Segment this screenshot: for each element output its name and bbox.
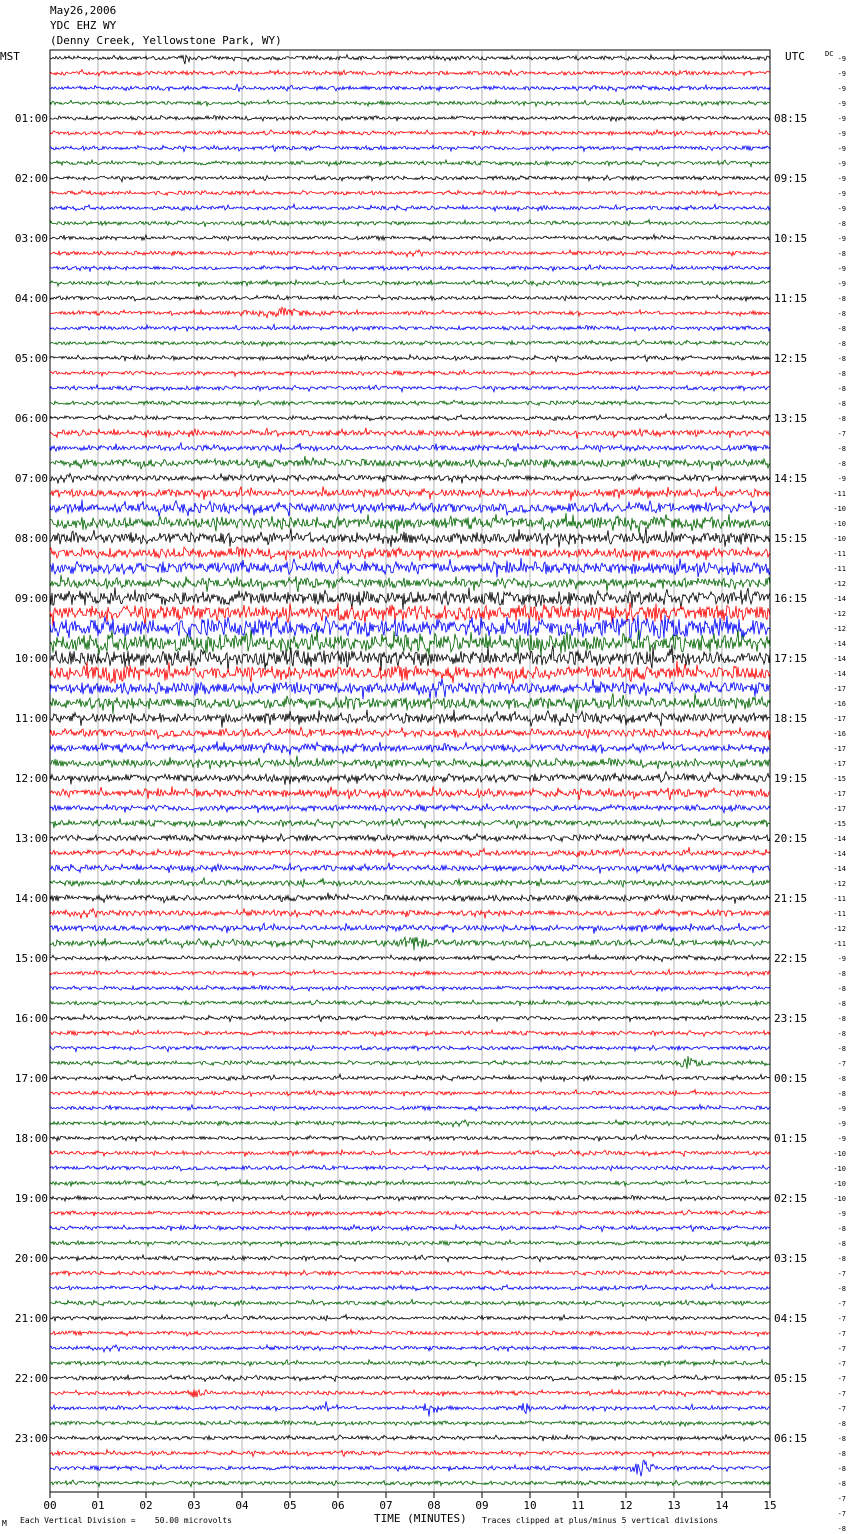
dc-offset-label: -9 bbox=[837, 265, 846, 273]
dc-offset-label: -17 bbox=[833, 745, 846, 753]
dc-offset-label: -8 bbox=[837, 1255, 846, 1263]
trace-line bbox=[50, 70, 770, 76]
station-location: (Denny Creek, Yellowstone Park, WY) bbox=[50, 34, 282, 47]
dc-offset-label: -8 bbox=[837, 325, 846, 333]
dc-offset-label: -10 bbox=[833, 1165, 846, 1173]
trace-line bbox=[50, 385, 770, 392]
dc-offset-label: -9 bbox=[837, 100, 846, 108]
utc-hour-label: 05:15 bbox=[774, 1372, 808, 1385]
trace-line bbox=[50, 324, 770, 331]
dc-offset-label: -10 bbox=[833, 1180, 846, 1188]
trace-line bbox=[50, 587, 770, 609]
dc-offset-label: -9 bbox=[837, 130, 846, 138]
dc-offset-label: -9 bbox=[837, 160, 846, 168]
trace-line bbox=[50, 803, 770, 813]
x-tick-label: 00 bbox=[43, 1499, 57, 1512]
dc-offset-label: -7 bbox=[837, 1270, 846, 1278]
mst-hour-label: 22:00 bbox=[14, 1372, 48, 1385]
trace-line bbox=[50, 955, 770, 962]
dc-offset-label: -10 bbox=[833, 1195, 846, 1203]
dc-offset-label: -17 bbox=[833, 685, 846, 693]
dc-offset-label: -8 bbox=[837, 355, 846, 363]
mst-hour-label: 10:00 bbox=[14, 652, 48, 665]
dc-offset-label: -8 bbox=[837, 1450, 846, 1458]
mst-hour-label: 13:00 bbox=[14, 832, 48, 845]
dc-offset-label: -14 bbox=[833, 640, 846, 648]
trace-line bbox=[50, 863, 770, 874]
trace-line bbox=[50, 1210, 770, 1217]
trace-line bbox=[50, 772, 770, 785]
trace-line bbox=[50, 819, 770, 829]
trace-line bbox=[50, 456, 770, 471]
trace-line bbox=[50, 1165, 770, 1171]
dc-offset-label: -7 bbox=[837, 1510, 846, 1518]
trace-line bbox=[50, 1105, 770, 1112]
dc-offset-label: -7 bbox=[837, 1330, 846, 1338]
trace-line bbox=[50, 1000, 770, 1007]
trace-line bbox=[50, 1435, 770, 1442]
trace-line bbox=[50, 55, 770, 64]
mst-hour-label: 23:00 bbox=[14, 1432, 48, 1445]
trace-line bbox=[50, 307, 770, 317]
trace-line bbox=[50, 295, 770, 301]
dc-offset-label: -17 bbox=[833, 760, 846, 768]
trace-line bbox=[50, 175, 770, 181]
dc-offset-label: -12 bbox=[833, 925, 846, 933]
trace-line bbox=[50, 986, 770, 992]
dc-offset-label: -12 bbox=[833, 625, 846, 633]
trace-line bbox=[50, 893, 770, 904]
trace-line bbox=[50, 1015, 770, 1022]
dc-offset-label: -8 bbox=[837, 310, 846, 318]
dc-offset-label: -8 bbox=[837, 1075, 846, 1083]
utc-hour-label: 10:15 bbox=[774, 232, 808, 245]
dc-offset-label: -8 bbox=[837, 1030, 846, 1038]
x-tick-label: 12 bbox=[619, 1499, 633, 1512]
mst-hour-label: 15:00 bbox=[14, 952, 48, 965]
dc-offset-label: -9 bbox=[837, 190, 846, 198]
mst-hour-label: 14:00 bbox=[14, 892, 48, 905]
trace-line bbox=[50, 500, 770, 517]
dc-offset-label: -17 bbox=[833, 790, 846, 798]
x-tick-label: 07 bbox=[379, 1499, 393, 1512]
x-tick-label: 04 bbox=[235, 1499, 249, 1512]
trace-line bbox=[50, 923, 770, 934]
mst-hour-label: 08:00 bbox=[14, 532, 48, 545]
x-axis-title: TIME (MINUTES) bbox=[374, 1512, 467, 1525]
dc-offset-label: -14 bbox=[833, 835, 846, 843]
dc-offset-label: -7 bbox=[837, 1345, 846, 1353]
dc-offset-label: -8 bbox=[837, 400, 846, 408]
utc-hour-label: 23:15 bbox=[774, 1012, 808, 1025]
utc-hour-label: 19:15 bbox=[774, 772, 808, 785]
trace-line bbox=[50, 834, 770, 843]
trace-line bbox=[50, 693, 770, 713]
utc-hour-label: 13:15 bbox=[774, 412, 808, 425]
dc-offset-label: -9 bbox=[837, 475, 846, 483]
clip-note: Traces clipped at plus/minus 5 vertical divisions bbox=[482, 1516, 719, 1525]
trace-line bbox=[50, 355, 770, 362]
trace-line bbox=[50, 1299, 770, 1306]
dc-offset-label: -8 bbox=[837, 1225, 846, 1233]
dc-offset-label: -9 bbox=[837, 205, 846, 213]
utc-hour-label: 01:15 bbox=[774, 1132, 808, 1145]
utc-hour-label: 02:15 bbox=[774, 1192, 808, 1205]
mst-hour-label: 17:00 bbox=[14, 1072, 48, 1085]
utc-hour-label: 00:15 bbox=[774, 1072, 808, 1085]
mst-hour-label: 11:00 bbox=[14, 712, 48, 725]
dc-offset-label: -8 bbox=[837, 1015, 846, 1023]
x-tick-label: 14 bbox=[715, 1499, 729, 1512]
trace-line bbox=[50, 486, 770, 500]
dc-offset-label: -8 bbox=[837, 1525, 846, 1533]
mst-hour-label: 20:00 bbox=[14, 1252, 48, 1265]
trace-line bbox=[50, 235, 770, 242]
utc-hour-label: 08:15 bbox=[774, 112, 808, 125]
utc-hour-label: 17:15 bbox=[774, 652, 808, 665]
trace-line bbox=[50, 1360, 770, 1367]
mst-hour-label: 21:00 bbox=[14, 1312, 48, 1325]
dc-offset-label: -8 bbox=[837, 1285, 846, 1293]
x-tick-label: 05 bbox=[283, 1499, 297, 1512]
mst-hour-label: 05:00 bbox=[14, 352, 48, 365]
mst-hour-label: 18:00 bbox=[14, 1132, 48, 1145]
dc-offset-label: -7 bbox=[837, 1060, 846, 1068]
mst-hour-label: 03:00 bbox=[14, 232, 48, 245]
trace-line bbox=[50, 1056, 770, 1069]
dc-offset-label: -8 bbox=[837, 1435, 846, 1443]
trace-line bbox=[50, 1450, 770, 1457]
x-tick-label: 15 bbox=[763, 1499, 777, 1512]
trace-line bbox=[50, 414, 770, 421]
trace-line bbox=[50, 937, 770, 950]
dc-offset-label: -10 bbox=[833, 520, 846, 528]
dc-offset-label: -9 bbox=[837, 145, 846, 153]
dc-offset-label: -8 bbox=[837, 1045, 846, 1053]
x-tick-label: 09 bbox=[475, 1499, 489, 1512]
dc-offset-label: -8 bbox=[837, 385, 846, 393]
trace-line bbox=[50, 1375, 770, 1382]
trace-line bbox=[50, 1389, 770, 1397]
trace-line bbox=[50, 1180, 770, 1187]
trace-line bbox=[50, 250, 770, 257]
dc-offset-label: -8 bbox=[837, 445, 846, 453]
mst-hour-label: 04:00 bbox=[14, 292, 48, 305]
dc-offset-label: -9 bbox=[837, 955, 846, 963]
dc-offset-label: -12 bbox=[833, 880, 846, 888]
dc-offset-label: -8 bbox=[837, 370, 846, 378]
dc-offset-label: -9 bbox=[837, 1120, 846, 1128]
mst-hour-label: 02:00 bbox=[14, 172, 48, 185]
dc-offset-label: -11 bbox=[833, 550, 846, 558]
trace-line bbox=[50, 1194, 770, 1201]
dc-offset-label: -16 bbox=[833, 730, 846, 738]
mst-hour-label: 06:00 bbox=[14, 412, 48, 425]
trace-line bbox=[50, 847, 770, 857]
dc-offset-label: -15 bbox=[833, 775, 846, 783]
dc-offset-label: -8 bbox=[837, 1480, 846, 1488]
trace-line bbox=[50, 1480, 770, 1487]
utc-hour-label: 22:15 bbox=[774, 952, 808, 965]
dc-offset-label: -11 bbox=[833, 940, 846, 948]
trace-line bbox=[50, 400, 770, 406]
dc-offset-title: DC bbox=[825, 50, 834, 58]
trace-line bbox=[50, 1284, 770, 1291]
station-code: YDC EHZ WY bbox=[50, 19, 117, 32]
x-tick-label: 03 bbox=[187, 1499, 201, 1512]
dc-offset-label: -14 bbox=[833, 595, 846, 603]
dc-offset-label: -8 bbox=[837, 1240, 846, 1248]
trace-line bbox=[50, 1240, 770, 1246]
dc-offset-label: -14 bbox=[833, 850, 846, 858]
dc-offset-label: -8 bbox=[837, 1000, 846, 1008]
dc-offset-label: -9 bbox=[837, 115, 846, 123]
x-tick-label: 01 bbox=[91, 1499, 105, 1512]
x-tick-label: 02 bbox=[139, 1499, 153, 1512]
dc-offset-label: -12 bbox=[833, 610, 846, 618]
utc-hour-label: 14:15 bbox=[774, 472, 808, 485]
trace-line bbox=[50, 220, 770, 227]
scale-note: Each Vertical Division = 50.00 microvolts bbox=[20, 1516, 232, 1525]
dc-offset-label: -8 bbox=[837, 340, 846, 348]
dc-offset-label: -8 bbox=[837, 1090, 846, 1098]
dc-offset-label: -14 bbox=[833, 655, 846, 663]
dc-offset-label: -16 bbox=[833, 700, 846, 708]
dc-offset-label: -9 bbox=[837, 1210, 846, 1218]
dc-offset-label: -9 bbox=[837, 55, 846, 63]
dc-offset-label: -8 bbox=[837, 1420, 846, 1428]
label-group bbox=[15, 55, 846, 1534]
trace-line bbox=[50, 370, 770, 376]
dc-offset-label: -10 bbox=[833, 1150, 846, 1158]
dc-offset-label: -7 bbox=[837, 1375, 846, 1383]
trace-line bbox=[50, 1135, 770, 1142]
trace-line bbox=[50, 130, 770, 137]
dc-offset-label: -9 bbox=[837, 1135, 846, 1143]
trace-line bbox=[50, 513, 770, 534]
trace-line bbox=[50, 265, 770, 272]
dc-offset-label: -11 bbox=[833, 490, 846, 498]
utc-hour-label: 21:15 bbox=[774, 892, 808, 905]
dc-offset-label: -10 bbox=[833, 535, 846, 543]
trace-line bbox=[50, 204, 770, 211]
utc-hour-label: 20:15 bbox=[774, 832, 808, 845]
dc-offset-label: -8 bbox=[837, 415, 846, 423]
trace-line bbox=[50, 1315, 770, 1322]
trace-line bbox=[50, 878, 770, 887]
trace-line bbox=[50, 1225, 770, 1232]
mst-hour-label: 09:00 bbox=[14, 592, 48, 605]
trace-line bbox=[50, 908, 770, 918]
trace-line bbox=[50, 615, 770, 640]
trace-line bbox=[50, 116, 770, 122]
trace-line bbox=[50, 741, 770, 755]
trace-line bbox=[50, 99, 770, 106]
trace-line bbox=[50, 1460, 770, 1476]
trace-line bbox=[50, 1345, 770, 1352]
trace-line bbox=[50, 1270, 770, 1276]
utc-hour-label: 03:15 bbox=[774, 1252, 808, 1265]
mst-hour-label: 01:00 bbox=[14, 112, 48, 125]
dc-offset-label: -7 bbox=[837, 1405, 846, 1413]
trace-line bbox=[50, 190, 770, 196]
utc-hour-label: 09:15 bbox=[774, 172, 808, 185]
trace-line bbox=[50, 727, 770, 740]
dc-offset-label: -9 bbox=[837, 280, 846, 288]
dc-offset-label: -8 bbox=[837, 460, 846, 468]
trace-line bbox=[50, 1030, 770, 1036]
trace-line bbox=[50, 473, 770, 483]
dc-offset-label: -17 bbox=[833, 805, 846, 813]
utc-hour-label: 06:15 bbox=[774, 1432, 808, 1445]
trace-line bbox=[50, 786, 770, 800]
dc-offset-label: -8 bbox=[837, 970, 846, 978]
dc-offset-label: -8 bbox=[837, 1465, 846, 1473]
dc-offset-label: -8 bbox=[837, 295, 846, 303]
trace-line bbox=[50, 1090, 770, 1097]
left-axis-title: MST bbox=[0, 50, 20, 63]
dc-offset-label: -9 bbox=[837, 1105, 846, 1113]
utc-hour-label: 18:15 bbox=[774, 712, 808, 725]
dc-offset-label: -8 bbox=[837, 220, 846, 228]
utc-hour-label: 11:15 bbox=[774, 292, 808, 305]
x-tick-label: 10 bbox=[523, 1499, 537, 1512]
utc-hour-label: 16:15 bbox=[774, 592, 808, 605]
dc-offset-label: -9 bbox=[837, 85, 846, 93]
trace-line bbox=[50, 679, 770, 700]
trace-group bbox=[50, 55, 770, 1487]
trace-line bbox=[50, 145, 770, 151]
utc-hour-label: 15:15 bbox=[774, 532, 808, 545]
trace-line bbox=[50, 428, 770, 439]
trace-line bbox=[50, 1074, 770, 1081]
trace-line bbox=[50, 1045, 770, 1052]
dc-offset-label: -8 bbox=[837, 250, 846, 258]
trace-line bbox=[50, 160, 770, 167]
trace-line bbox=[50, 756, 770, 770]
mst-hour-label: 19:00 bbox=[14, 1192, 48, 1205]
trace-line bbox=[50, 443, 770, 452]
trace-line bbox=[50, 710, 770, 728]
trace-line bbox=[50, 280, 770, 287]
footer-mark: M bbox=[2, 1519, 7, 1528]
right-axis-title: UTC bbox=[785, 50, 805, 63]
dc-offset-label: -7 bbox=[837, 430, 846, 438]
mst-hour-label: 16:00 bbox=[14, 1012, 48, 1025]
dc-offset-label: -11 bbox=[833, 910, 846, 918]
plot-date: May26,2006 bbox=[50, 4, 117, 17]
dc-offset-label: -7 bbox=[837, 1300, 846, 1308]
trace-line bbox=[50, 661, 770, 684]
x-tick-label: 13 bbox=[667, 1499, 681, 1512]
trace-line bbox=[50, 558, 770, 577]
utc-hour-label: 04:15 bbox=[774, 1312, 808, 1325]
x-tick-label: 08 bbox=[427, 1499, 441, 1512]
x-tick-label: 06 bbox=[331, 1499, 345, 1512]
dc-offset-label: -7 bbox=[837, 1315, 846, 1323]
dc-offset-label: -11 bbox=[833, 895, 846, 903]
trace-line bbox=[50, 575, 770, 592]
dc-offset-label: -9 bbox=[837, 70, 846, 78]
utc-hour-label: 12:15 bbox=[774, 352, 808, 365]
trace-line bbox=[50, 85, 770, 92]
dc-offset-label: -15 bbox=[833, 820, 846, 828]
trace-line bbox=[50, 1421, 770, 1427]
mst-hour-label: 12:00 bbox=[14, 772, 48, 785]
x-tick-label: 11 bbox=[571, 1499, 585, 1512]
trace-line bbox=[50, 1150, 770, 1157]
dc-offset-label: -14 bbox=[833, 670, 846, 678]
trace-line bbox=[50, 340, 770, 347]
dc-offset-label: -11 bbox=[833, 565, 846, 573]
dc-offset-label: -7 bbox=[837, 1390, 846, 1398]
dc-offset-label: -10 bbox=[833, 505, 846, 513]
dc-offset-label: -14 bbox=[833, 865, 846, 873]
trace-line bbox=[50, 1401, 770, 1416]
dc-offset-label: -9 bbox=[837, 175, 846, 183]
dc-offset-label: -17 bbox=[833, 715, 846, 723]
trace-line bbox=[50, 629, 770, 656]
trace-line bbox=[50, 1330, 770, 1337]
dc-offset-label: -7 bbox=[837, 1360, 846, 1368]
trace-line bbox=[50, 1255, 770, 1262]
trace-line bbox=[50, 1120, 770, 1127]
trace-line bbox=[50, 547, 770, 562]
dc-offset-label: -9 bbox=[837, 235, 846, 243]
dc-offset-label: -8 bbox=[837, 985, 846, 993]
trace-line bbox=[50, 969, 770, 976]
dc-offset-label: -7 bbox=[837, 1495, 846, 1503]
trace-line bbox=[50, 527, 770, 547]
dc-offset-label: -12 bbox=[833, 580, 846, 588]
mst-hour-label: 07:00 bbox=[14, 472, 48, 485]
